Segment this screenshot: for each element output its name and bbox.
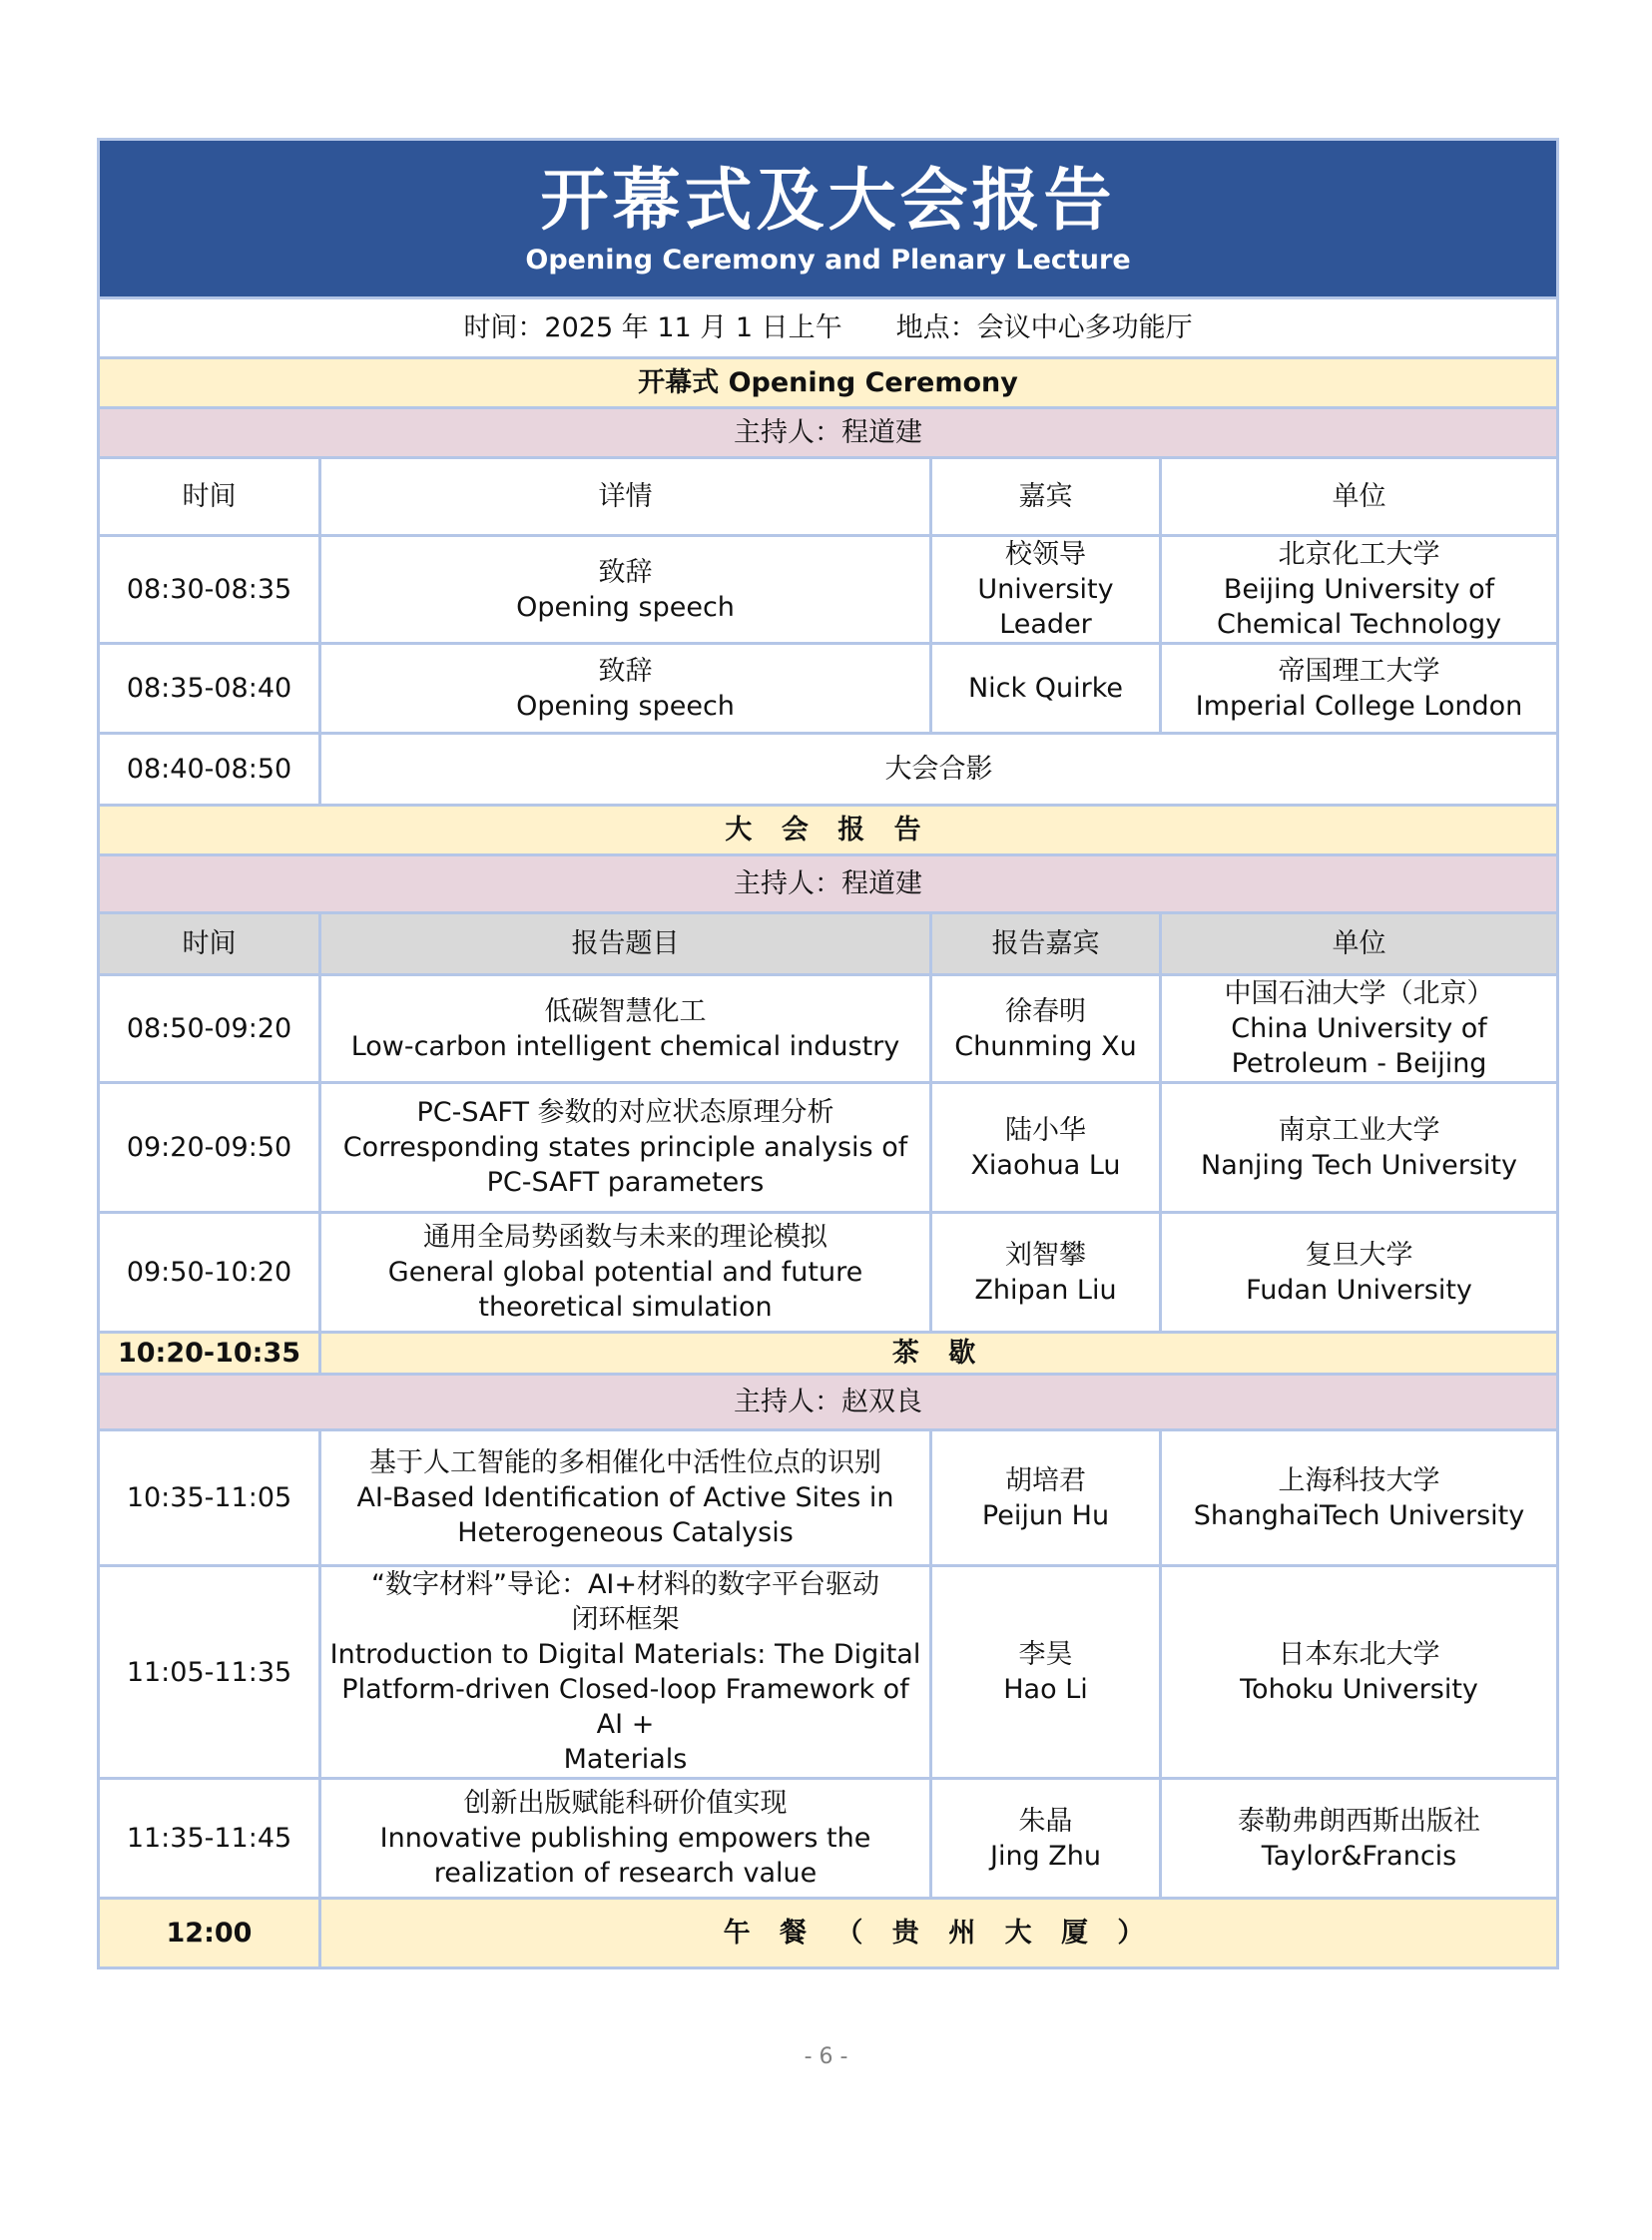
page-subtitle: Opening Ceremony and Plenary Lecture <box>525 245 1131 276</box>
row-org: 日本东北大学 Tohoku University <box>1161 1566 1558 1779</box>
plenary-header-row <box>99 913 1558 975</box>
row-org: 泰勒弗朗西斯出版社 Taylor&Francis <box>1161 1779 1558 1899</box>
row-time: 09:20-09:50 <box>99 1083 320 1213</box>
opening-host: 主持人：程道建 <box>99 408 1558 458</box>
row-detail: 致辞 Opening speech <box>320 536 931 644</box>
title-banner <box>99 140 1558 298</box>
opening-heading: 开幕式 Opening Ceremony <box>99 358 1558 408</box>
time-place: 时间：2025 年 11 月 1 日上午 地点：会议中心多功能厅 <box>99 298 1558 358</box>
row-title: 通用全局势函数与未来的理论模拟 General global potential and future theoretical simulation <box>320 1213 931 1333</box>
row-guest: Nick Quirke <box>931 644 1161 734</box>
col-header-title: 报告题目 <box>320 913 931 975</box>
row-title: 基于人工智能的多相催化中活性位点的识别 AI-Based Identification of Active Sites in Heterogeneous Catalysis <box>320 1430 931 1566</box>
row-org: 南京工业大学 Nanjing Tech University <box>1161 1083 1558 1213</box>
break-label: 茶 歇 <box>320 1333 1558 1375</box>
page-title: 开幕式及大会报告 <box>540 162 1116 241</box>
row-speaker: 李昊 Hao Li <box>931 1566 1161 1779</box>
col-header-speaker: 报告嘉宾 <box>931 913 1161 975</box>
row-detail: 致辞 Opening speech <box>320 644 931 734</box>
row-title: PC-SAFT 参数的对应状态原理分析 Corresponding states principle analysis of PC-SAFT parameters <box>320 1083 931 1213</box>
row-time: 08:35-08:40 <box>99 644 320 734</box>
row-time: 09:50-10:20 <box>99 1213 320 1333</box>
row-speaker: 胡培君 Peijun Hu <box>931 1430 1161 1566</box>
plenary-host-2: 主持人：赵双良 <box>99 1375 1558 1430</box>
table-row <box>99 1566 1558 1779</box>
group-photo: 大会合影 <box>320 734 1558 806</box>
row-org: 帝国理工大学 Imperial College London <box>1161 644 1558 734</box>
row-org: 北京化工大学 Beijing University of Chemical Technology <box>1161 536 1558 644</box>
row-time: 10:35-11:05 <box>99 1430 320 1566</box>
col-header-org: 单位 <box>1161 458 1558 536</box>
lunch-time: 12:00 <box>99 1899 320 1968</box>
table-row <box>99 734 1558 806</box>
table-row <box>99 1213 1558 1333</box>
row-guest: 校领导 University Leader <box>931 536 1161 644</box>
row-title: “数字材料”导论：AI+材料的数字平台驱动 闭环框架 Introduction to Digital Materials: The Digital Platform-driven Closed-loop Framework of AI + Materials <box>320 1566 931 1779</box>
lunch-row <box>99 1899 1558 1968</box>
col-header-time: 时间 <box>99 458 320 536</box>
col-header-org: 单位 <box>1161 913 1558 975</box>
table-row <box>99 1083 1558 1213</box>
col-header-detail: 详情 <box>320 458 931 536</box>
row-time: 11:05-11:35 <box>99 1566 320 1779</box>
row-speaker: 陆小华 Xiaohua Lu <box>931 1083 1161 1213</box>
plenary-heading: 大 会 报 告 <box>99 806 1558 855</box>
opening-header-row <box>99 458 1558 536</box>
table-row <box>99 644 1558 734</box>
schedule-table <box>97 138 1559 1969</box>
row-speaker: 朱晶 Jing Zhu <box>931 1779 1161 1899</box>
tea-break-row <box>99 1333 1558 1375</box>
table-row <box>99 1430 1558 1566</box>
row-time: 08:40-08:50 <box>99 734 320 806</box>
break-time: 10:20-10:35 <box>99 1333 320 1375</box>
row-speaker: 徐春明 Chunming Xu <box>931 975 1161 1083</box>
row-org: 上海科技大学 ShanghaiTech University <box>1161 1430 1558 1566</box>
row-title: 创新出版赋能科研价值实现 Innovative publishing empowers the realization of research value <box>320 1779 931 1899</box>
row-speaker: 刘智攀 Zhipan Liu <box>931 1213 1161 1333</box>
col-header-time: 时间 <box>99 913 320 975</box>
col-header-guest: 嘉宾 <box>931 458 1161 536</box>
row-time: 08:30-08:35 <box>99 536 320 644</box>
row-title: 低碳智慧化工 Low-carbon intelligent chemical industry <box>320 975 931 1083</box>
row-time: 08:50-09:20 <box>99 975 320 1083</box>
plenary-host-1: 主持人：程道建 <box>99 855 1558 913</box>
lunch-label: 午 餐 （ 贵 州 大 厦 ） <box>320 1899 1558 1968</box>
table-row <box>99 536 1558 644</box>
table-row <box>99 975 1558 1083</box>
row-org: 中国石油大学（北京） China University of Petroleum - Beijing <box>1161 975 1558 1083</box>
page-number: - 6 - <box>804 2044 848 2069</box>
row-org: 复旦大学 Fudan University <box>1161 1213 1558 1333</box>
row-time: 11:35-11:45 <box>99 1779 320 1899</box>
table-row <box>99 1779 1558 1899</box>
